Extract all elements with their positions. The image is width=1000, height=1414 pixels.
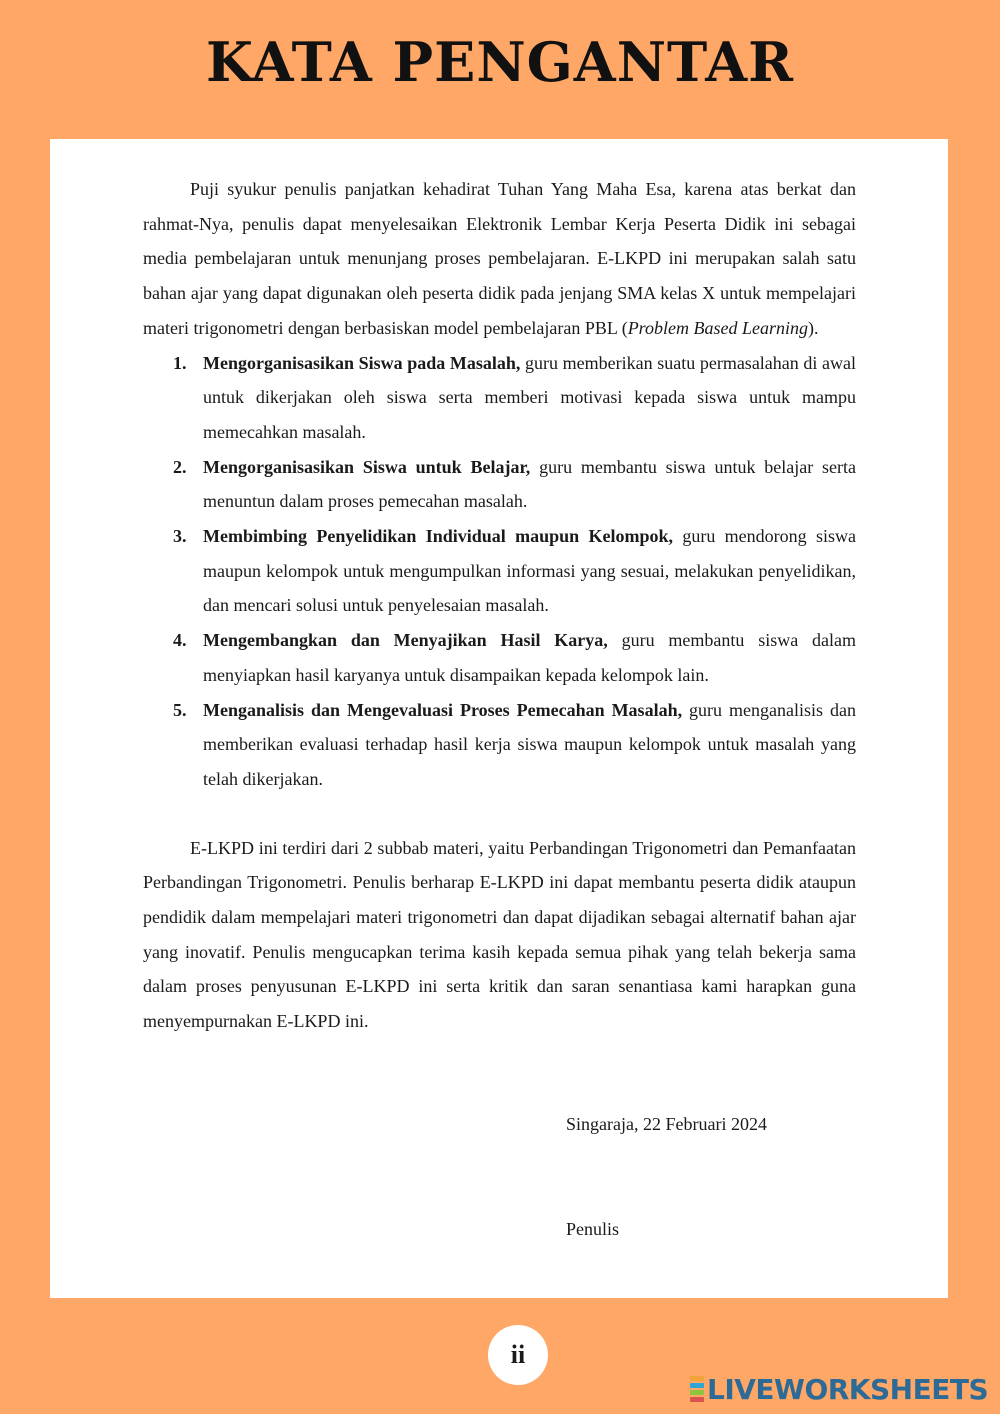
step-desc: guru menganalisis dan memberikan evaluasi terhadap hasil kerja siswa maupun kelompok untuk masalah yang telah dikerjakan. (203, 699, 856, 789)
step-desc: guru memberikan suatu permasalahan di awal untuk dikerjakan oleh siswa serta memberi motivasi kepada siswa untuk mampu memecahkan masalah. (203, 352, 856, 442)
closing-paragraph: E-LKPD ini terdiri dari 2 subbab materi, yaitu Perbandingan Trigonometri dan Pemanfaatan Perbandingan Trigonometri. Penulis berharap E-LKPD ini dapat membantu peserta didik ataupun pendidik dalam mempelajari materi trigonometri dan dapat dijadikan sebagai alternatif bahan ajar yang inovatif. Penulis mengucapkan terima kasih kepada semua pihak yang telah bekerja sama dalam proses penyusunan E-LKPD ini serta kritik dan saran senantiasa kami harapkan guna menyempurnakan E-LKPD ini. (143, 837, 856, 1032)
place-date: Singaraja, 22 Februari 2024 (566, 1114, 767, 1134)
list-item (143, 346, 856, 450)
intro-end: ). (808, 317, 819, 338)
intro-paragraph (143, 172, 856, 346)
step-number: 2. (173, 456, 187, 477)
body-text (143, 172, 856, 1039)
step-number: 5. (173, 699, 187, 720)
content-panel (50, 139, 948, 1298)
step-desc: guru membantu siswa untuk belajar serta menuntun dalam proses pemecahan masalah. (203, 456, 856, 512)
step-title: Menganalisis dan Mengevaluasi Proses Pemecahan Masalah, (203, 699, 683, 720)
logo-bar (690, 1390, 704, 1395)
liveworksheets-logo-icon (690, 1376, 704, 1402)
step-title: Mengorganisasikan Siswa untuk Belajar, (203, 456, 531, 477)
list-item (143, 623, 856, 692)
logo-bar (690, 1383, 704, 1388)
logo-bar (690, 1376, 704, 1381)
author-signature: Penulis (566, 1219, 620, 1239)
intro-italic: Problem Based Learning (627, 317, 809, 338)
liveworksheets-watermark[interactable] (690, 1372, 988, 1406)
list-item (143, 519, 856, 623)
step-number: 4. (173, 630, 187, 651)
step-title: Mengorganisasikan Siswa pada Masalah, (203, 352, 521, 373)
page-title: KATA PENGANTAR (205, 30, 795, 94)
step-desc: guru membantu siswa dalam menyiapkan hasil karyanya untuk disampaikan kepada kelompok lain. (203, 630, 856, 685)
step-number: 3. (173, 526, 187, 547)
list-item (143, 450, 856, 519)
page-number: ii (488, 1325, 548, 1385)
step-title: Membimbing Penyelidikan Individual maupun Kelompok, (203, 526, 673, 547)
step-desc: guru mendorong siswa maupun kelompok untuk mengumpulkan informasi yang sesuai, melakukan penyelidikan, dan mencari solusi untuk penyelesaian masalah. (203, 526, 856, 616)
step-title: Mengembangkan dan Menyajikan Hasil Karya, (203, 630, 608, 651)
logo-bar (690, 1397, 704, 1402)
list-item (143, 693, 856, 797)
watermark-text: LIVEWORKSHEETS (707, 1372, 989, 1406)
pbl-steps-list (143, 346, 856, 797)
intro-text: Puji syukur penulis panjatkan kehadirat Tuhan Yang Maha Esa, karena atas berkat dan rahmat-Nya, penulis dapat menyelesaikan Elektronik Lembar Kerja Peserta Didik ini sebagai media pembelajaran untuk menunjang proses pembelajaran. E-LKPD ini merupakan salah satu bahan ajar yang dapat digunakan oleh peserta didik pada jenjang SMA kelas X untuk mempelajari materi trigonometri dengan berbasiskan model pembelajaran PBL ( (143, 179, 856, 338)
step-number: 1. (173, 352, 187, 373)
